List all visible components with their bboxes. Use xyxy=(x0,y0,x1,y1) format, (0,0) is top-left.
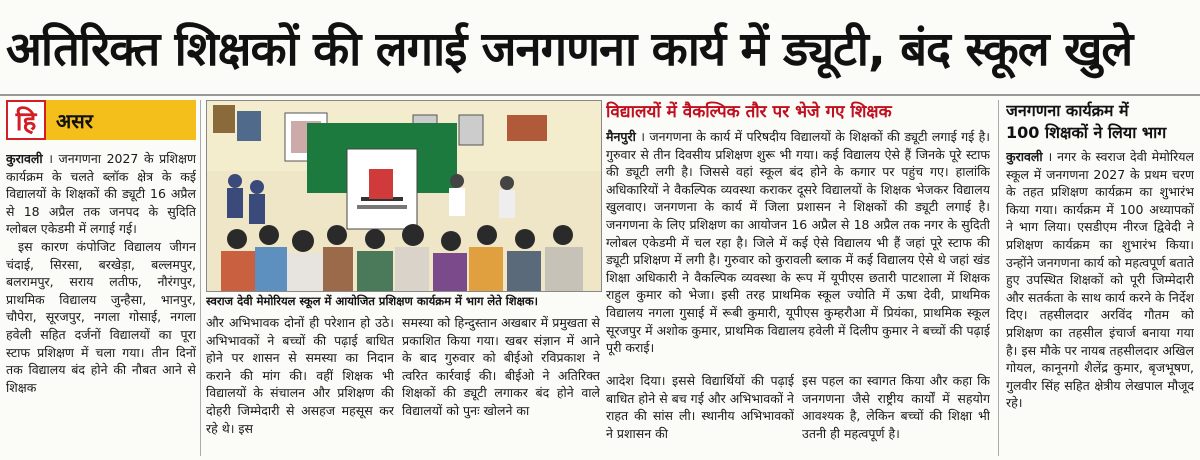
right-story-heading xyxy=(1006,100,1194,144)
right-column xyxy=(1006,100,1194,456)
left-paragraph-2: इस कारण कंपोजिट विद्यालय जीगन चंदाई, सिरसा, बरखेड़ा, बल्लमपुर, बलरामपुर, सराय लतीफ, नौरंगपुर, प्राथमिक विद्यालय जुन्हैसा, भानपुर, चौपेरा, सूरजपुर, नगला गोसाई, नगला हवेली सहित दर्जनों विद्यालयों का पूरा स्टाफ प्रशिक्षण में चला गया। तीन दिनों तक विद्यालय बंद होने की नौबत आने से शिक्षक xyxy=(6,238,196,395)
center-story-heading: विद्यालयों में वैकल्पिक तौर पर भेजे गए शिक्षक xyxy=(606,102,892,122)
mid-column-1 xyxy=(206,314,394,456)
classroom-photo-illustration xyxy=(207,101,601,291)
mid-column-1-text: और अभिभावक दोनों ही परेशान हो उठे। अभिभावकों ने बच्चों की पढ़ाई बाधित होने पर शासन से समस्या का निदान कराने की मांग की। वहीं शिक्षक भी विद्यालयों के संचालन और प्रशिक्षण की दोहरी जिम्मेदारी से असहज महसूस कर रहे थे। इस xyxy=(206,315,394,436)
left-dateline: कुरावली xyxy=(6,151,43,166)
bottom-column-1 xyxy=(606,372,794,456)
right-heading-line-1: जनगणना कार्यक्रम में xyxy=(1006,101,1129,120)
mid-column-2 xyxy=(402,314,600,456)
mid-column-2-text: समस्या को हिन्दुस्तान अखबार में प्रमुखता से प्रकाशित किया गया। खबर संज्ञान में आने के बाद गुरुवार को बीईओ रविप्रकाश ने त्वरित कार्रवाई की। बीईओ ने अतिरिक्त शिक्षकों की ड्यूटी लगाकर बंद होने वाले विद्यालयों को पुनः खोलने का xyxy=(402,315,600,418)
center-story-body: मैनपुरी । जनगणना के कार्य में परिषदीय विद्यालयों के शिक्षकों की ड्यूटी लगाई गई है। गुरुवार से तीन दिवसीय प्रशिक्षण शुरू भी गया। कई विद्यालय ऐसे हैं जिनके पूरे स्टाफ की ड्यूटी लगी है। जिससे वहां स्कूल बंद होने के कगार पर पहुंच गए। हालांकि अधिकारियों ने वैकल्पिक व्यवस्था कराकर दूसरे विद्यालयों के शिक्षक भेजकर विद्यालय खुलवाए। जनगणना के कार्य में जिला प्रशासन ने शिक्षकों की ड्यूटी लगाई है। जनगणना के लिए प्रशिक्षण का आयोजन 16 अप्रैल से 18 अप्रैल तक नगर के सुदिती ग्लोबल एकेडमी में चल रहा है। जिले में कई ऐसे विद्यालय भी हैं जहां पूरे स्टाफ की ड्यूटी प्रशिक्षण में लगी है। गुरुवार को कुरावली ब्लाक में कई विद्यालय ऐसे थे जहां खंड शिक्षा अधिकारी ने वैकल्पिक व्यवस्था के रूप में यूपीएस छतारी पाटशाला में शिक्षक राहुल कुमार को भेजा। इसी तरह प्राथमिक स्कूल ज्योति में ऊषा देवी, प्राथमिक विद्यालय नगला गुसाई में रूबी कुमारी, यूपीएस कुम्हरौआ में प्रियंका, प्राथमिक स्कूल सूरजपुर में अशोक कुमार, प्राथमिक विद्यालय हवेली में दिलीप कुमार ने बच्चों की पढ़ाई पूरी कराई। xyxy=(606,129,990,356)
asar-banner xyxy=(6,100,196,140)
right-story-text: नगर के स्वराज देवी मेमोरियल स्कूल में जनगणना 2027 के प्रथम चरण के तहत प्रशिक्षण कार्यक्रम का शुभारंभ किया गया। कार्यक्रम में 100 अध्यापकों ने भाग लिया। एसडीएम नीरज द्विवेदी ने प्रशिक्षण कार्यक्रम का शुभारंभ किया। उन्होंने जनगणना कार्य को महत्वपूर्ण बताते हुए उपस्थित शिक्षकों को पूरी जिम्मेदारी और सतर्कता के साथ कार्य करने के निर्देश दिए। तहसीलदार अरविंद गौतम को प्रशिक्षण का तहसील इंचार्ज बनाया गया है। इस मौके पर नायब तहसीलदार अखिल गोयल, कानूनगो शैलेंद्र कुमार, बृजभूषण, गुलवीर सिंह सहित क्षेत्रीय लेखपाल मौजूद रहे। xyxy=(1006,149,1194,411)
page-headline: अतिरिक्त शिक्षकों की लगाई जनगणना कार्य में ड्यूटी, बंद स्कूल खुले xyxy=(6,22,1133,77)
hindustan-logo-icon xyxy=(6,100,46,140)
headline-rule xyxy=(0,94,1200,96)
bottom-column-2 xyxy=(802,372,990,456)
left-column xyxy=(6,100,196,456)
center-story xyxy=(606,100,990,370)
right-dateline: कुरावली xyxy=(1006,149,1043,164)
center-story-text: जनगणना के कार्य में परिषदीय विद्यालयों के शिक्षकों की ड्यूटी लगाई गई है। गुरुवार से तीन दिवसीय प्रशिक्षण शुरू भी गया। कई विद्यालय ऐसे हैं जिनके पूरे स्टाफ की ड्यूटी लगी है। जिससे वहां स्कूल बंद होने के कगार पर पहुंच गए। हालांकि अधिकारियों ने वैकल्पिक व्यवस्था कराकर दूसरे विद्यालयों के शिक्षक भेजकर विद्यालय खुलवाए। जनगणना के कार्य में जिला प्रशासन ने शिक्षकों की ड्यूटी लगाई है। जनगणना के लिए प्रशिक्षण का आयोजन 16 अप्रैल से 18 अप्रैल तक नगर के सुदिती ग्लोबल एकेडमी में चल रहा है। जिले में कई ऐसे विद्यालय भी हैं जहां पूरे स्टाफ की ड्यूटी प्रशिक्षण में लगी है। गुरुवार को कुरावली ब्लाक में कई विद्यालय ऐसे थे जहां खंड शिक्षा अधिकारी ने वैकल्पिक व्यवस्था के रूप में यूपीएस छतारी पाटशाला में शिक्षक राहुल कुमार को भेजा। इसी तरह प्राथमिक स्कूल ज्योति में ऊषा देवी, प्राथमिक विद्यालय नगला गुसाई में रूबी कुमारी, यूपीएस कुम्हरौआ में प्रियंका, प्राथमिक स्कूल सूरजपुर में अशोक कुमार, प्राथमिक विद्यालय हवेली में दिलीप कुमार ने बच्चों की पढ़ाई पूरी कराई। xyxy=(606,129,990,356)
left-text-1: जनगणना 2027 के प्रशिक्षण कार्यक्रम के चलते ब्लॉक क्षेत्र के कई विद्यालयों के शिक्षकों की ड्यूटी 16 अप्रैल से 18 अप्रैल तक जनपद के सुदिति ग्लोबल एकेडमी में लगाई गई। xyxy=(6,151,196,237)
right-story-body: कुरावली । नगर के स्वराज देवी मेमोरियल स्कूल में जनगणना 2027 के प्रथम चरण के तहत प्रशिक्षण कार्यक्रम का शुभारंभ किया गया। कार्यक्रम में 100 अध्यापकों ने भाग लिया। एसडीएम नीरज द्विवेदी ने प्रशिक्षण कार्यक्रम का शुभारंभ किया। उन्होंने जनगणना कार्य को महत्वपूर्ण बताते हुए उपस्थित शिक्षकों को पूरी जिम्मेदारी और सतर्कता के साथ कार्य करने के निर्देश दिए। तहसीलदार अरविंद गौतम को प्रशिक्षण का तहसील इंचार्ज बनाया गया है। इस मौके पर नायब तहसीलदार अखिल गोयल, कानूनगो शैलेंद्र कुमार, बृजभूषण, गुलवीर सिंह सहित क्षेत्रीय लेखपाल मौजूद रहे। xyxy=(1006,149,1194,411)
training-photo xyxy=(206,100,602,292)
logo-letter: हि xyxy=(15,107,37,137)
bottom-column-1-text: आदेश दिया। इससे विद्यार्थियों की पढ़ाई बाधित होने से बच गई और अभिभावकों ने राहत की सांस ली। स्थानीय अभिभावकों ने प्रशासन की xyxy=(606,373,794,441)
left-paragraph-1: कुरावली । जनगणना 2027 के प्रशिक्षण कार्यक्रम के चलते ब्लॉक क्षेत्र के कई विद्यालयों के शिक्षकों की ड्यूटी 16 अप्रैल से 18 अप्रैल तक जनपद के सुदिति ग्लोबल एकेडमी में लगाई गई। xyxy=(6,151,196,237)
photo-caption: स्वराज देवी मेमोरियल स्कूल में आयोजित प्रशिक्षण कार्यक्रम में भाग लेते शिक्षक। xyxy=(206,294,539,308)
asar-label: असर xyxy=(56,108,93,133)
column-divider xyxy=(200,100,201,456)
bottom-column-2-text: इस पहल का स्वागत किया और कहा कि जनगणना जैसे राष्ट्रीय कार्यों में सहयोग आवश्यक है, लेकिन बच्चों की शिक्षा भी उतनी ही महत्वपूर्ण है। xyxy=(802,373,990,441)
center-dateline: मैनपुरी xyxy=(606,129,636,144)
column-divider xyxy=(998,100,999,456)
right-heading-line-2: 100 शिक्षकों ने लिया भाग xyxy=(1006,123,1167,142)
